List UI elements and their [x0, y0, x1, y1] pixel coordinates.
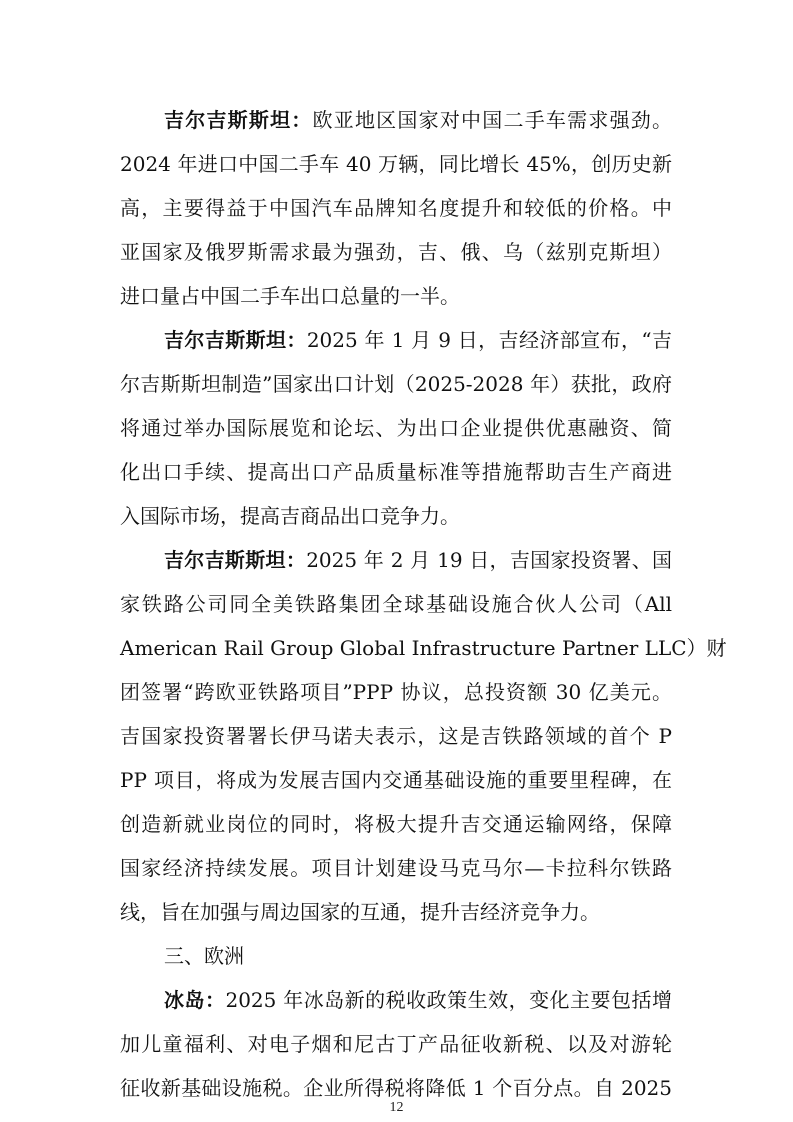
paragraph-3-line-1: [164, 538, 672, 582]
paragraph-3-line-5: 吉国家投资署署长伊马诺夫表示，这是吉铁路领域的首个 P: [120, 724, 672, 748]
paragraph-3-line-7: 创造新就业岗位的同时，将极大提升吉交通运输网络，保障: [120, 812, 672, 836]
paragraph-3-line-2: 家铁路公司同全美铁路集团全球基础设施合伙人公司（All: [120, 592, 672, 616]
paragraph-3-line-6: PP 项目，将成为发展吉国内交通基础设施的重要里程碑，在: [120, 768, 672, 792]
paragraph-3-line-4: 团签署“跨欧亚铁路项目”PPP 协议，总投资额 30 亿美元。: [120, 680, 672, 704]
paragraph-4-line-2: 加儿童福利、对电子烟和尼古丁产品征收新税、以及对游轮: [120, 1032, 672, 1056]
paragraph-4-lead: 冰岛：: [164, 988, 226, 1012]
paragraph-2-line-3: 将通过举办国际展览和论坛、为出口企业提供优惠融资、简: [120, 416, 672, 440]
paragraph-4-text: 2025 年冰岛新的税收政策生效，变化主要包括增: [225, 988, 672, 1012]
paragraph-2-line-1: [164, 318, 672, 362]
paragraph-1-line-5: 进口量占中国二手车出口总量的一半。: [120, 284, 460, 308]
section-heading: 三、欧洲: [164, 944, 244, 968]
paragraph-3-text: 2025 年 2 月 19 日，吉国家投资署、国: [306, 548, 673, 572]
paragraph-1-line-2: 2024 年进口中国二手车 40 万辆，同比增长 45%，创历史新: [120, 152, 672, 176]
paragraph-1-line-4: 亚国家及俄罗斯需求最为强劲，吉、俄、乌（兹别克斯坦）: [120, 240, 672, 264]
paragraph-1-line-1: [164, 98, 672, 142]
paragraph-1-line-3: 高，主要得益于中国汽车品牌知名度提升和较低的价格。中: [120, 196, 672, 220]
paragraph-3-line-8: 国家经济持续发展。项目计划建设马克马尔—卡拉科尔铁路: [120, 856, 672, 880]
paragraph-2-line-4: 化出口手续、提高出口产品质量标准等措施帮助吉生产商进: [120, 460, 672, 484]
paragraph-3-line-3: American Rail Group Global Infrastructure Partner LLC）财: [120, 636, 727, 660]
paragraph-4-line-1: [164, 978, 672, 1022]
paragraph-2-text: 2025 年 1 月 9 日，吉经济部宣布，“吉: [306, 328, 673, 352]
paragraph-1-text: 欧亚地区国家对中国二手车需求强劲。: [312, 108, 673, 132]
paragraph-3-line-9: 线，旨在加强与周边国家的互通，提升吉经济竞争力。: [120, 900, 600, 924]
paragraph-2-lead: 吉尔吉斯斯坦：: [164, 328, 307, 352]
page-number: 12: [389, 1100, 404, 1115]
paragraph-1-lead: 吉尔吉斯斯坦：: [164, 108, 313, 132]
paragraph-2-line-5: 入国际市场，提高吉商品出口竞争力。: [120, 504, 460, 528]
paragraph-4-line-3: 征收新基础设施税。企业所得税将降低 1 个百分点。自 2025: [120, 1076, 672, 1100]
paragraph-2-line-2: 尔吉斯斯坦制造”国家出口计划（2025-2028 年）获批，政府: [120, 372, 672, 396]
paragraph-3-lead: 吉尔吉斯斯坦：: [164, 548, 307, 572]
